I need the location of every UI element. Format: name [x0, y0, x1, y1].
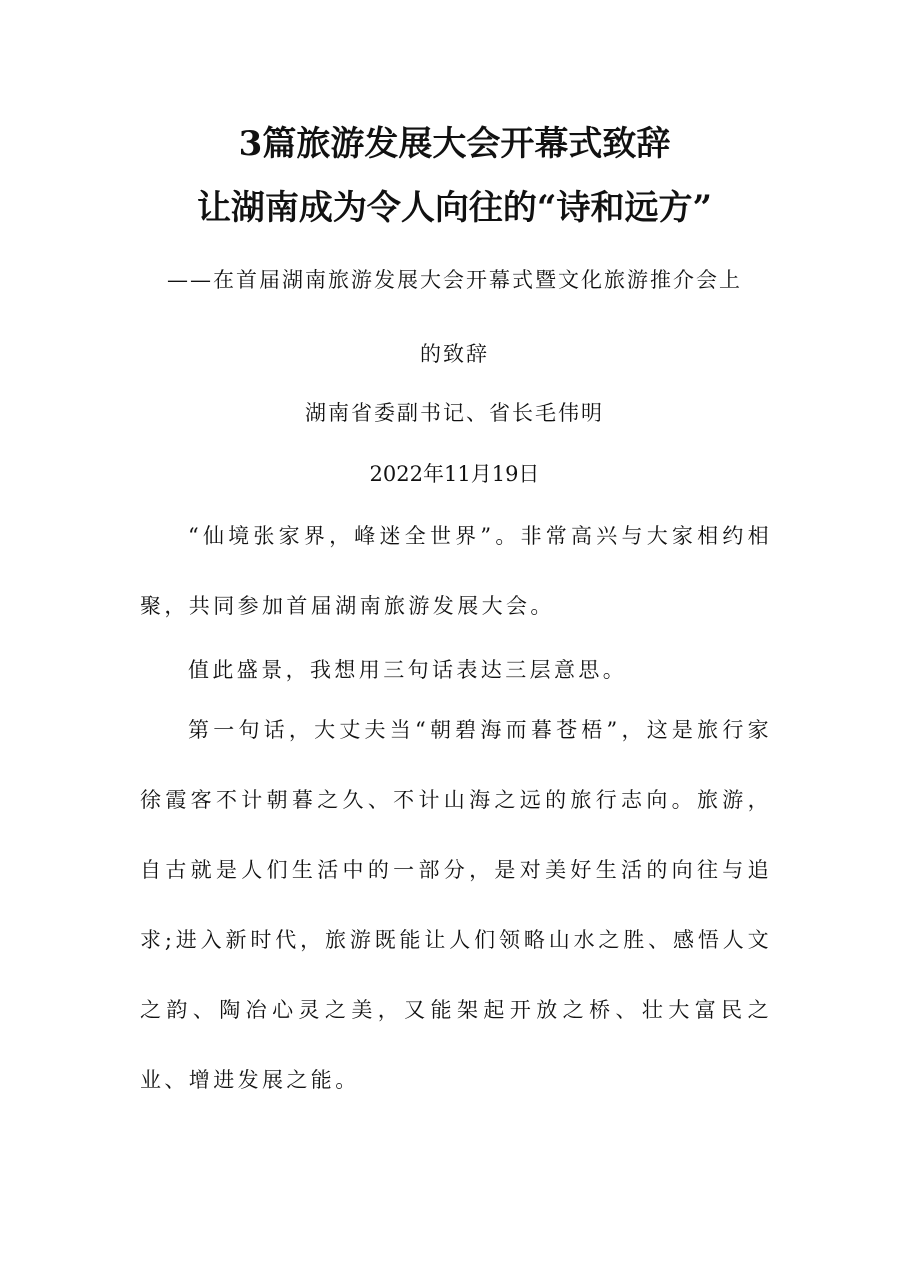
document-subtitle-line-2: 的致辞	[420, 342, 489, 366]
document-title-line-2: 让湖南成为令人向往的“诗和远方”	[196, 188, 713, 228]
paragraph: “仙境张家界，峰迷全世界”。非常高兴与大家相约相聚，共同参加首届湖南旅游发展大会。	[140, 524, 772, 618]
paragraph: 值此盛景，我想用三句话表达三层意思。	[188, 658, 628, 682]
document-subtitle-line-1: ——在首届湖南旅游发展大会开幕式暨文化旅游推介会上	[167, 268, 742, 292]
document-date: 2022年11月19日	[369, 462, 540, 486]
document-author: 湖南省委副书记、省长毛伟明	[305, 401, 604, 425]
document-title-line-1: 3篇旅游发展大会开幕式致辞	[238, 124, 671, 164]
paragraph: 第一句话，大丈夫当“朝碧海而暮苍梧”，这是旅行家徐霞客不计朝暮之久、不计山海之远的旅行志向。旅游，自古就是人们生活中的一部分，是对美好生活的向往与追求;进入新时代，旅游既能让人们领略山水之胜、感悟人文之韵、陶冶心灵之美，又能架起开放之桥、壮大富民之业、增进发展之能。	[140, 718, 772, 1092]
